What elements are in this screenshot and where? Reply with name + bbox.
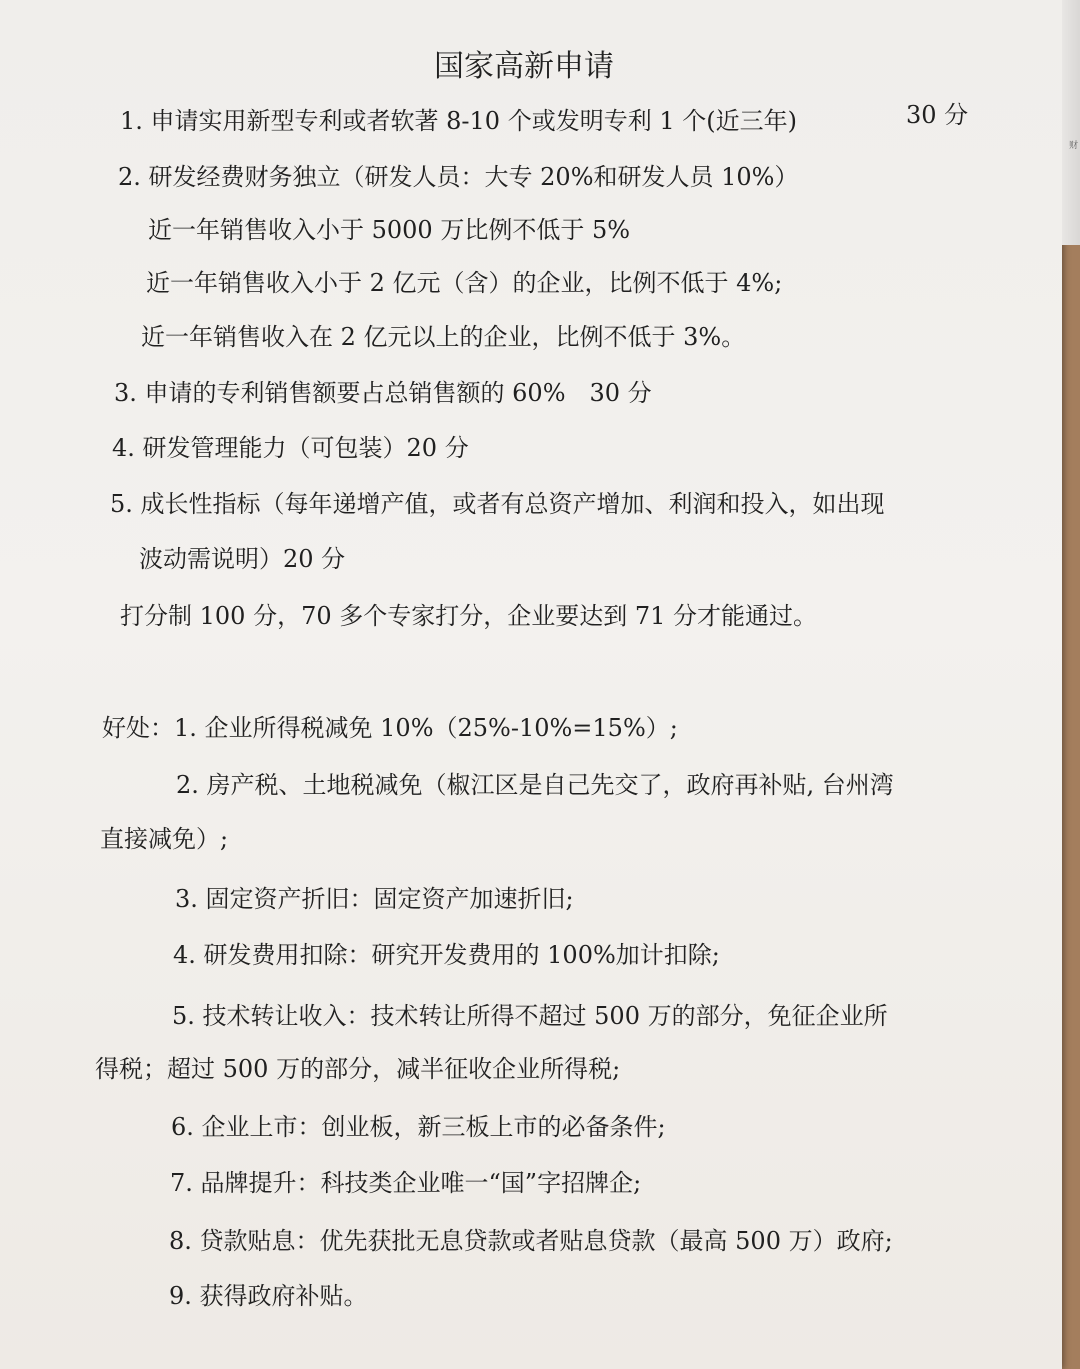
- requirement-2-detail-b: 近一年销售收入小于 2 亿元（含）的企业，比例不低于 4%;: [146, 269, 783, 297]
- requirement-2: 2. 研发经费财务独立（研发人员：大专 20%和研发人员 10%）: [118, 163, 799, 191]
- benefit-9: 9. 获得政府补贴。: [169, 1282, 368, 1310]
- benefit-3: 3. 固定资产折旧：固定资产加速折旧;: [175, 885, 574, 913]
- requirement-2-detail-c: 近一年销售收入在 2 亿元以上的企业，比例不低于 3%。: [141, 323, 746, 351]
- benefit-8: 8. 贷款贴息：优先获批无息贷款或者贴息贷款（最高 500 万）政府;: [169, 1227, 893, 1255]
- adjacent-paper-edge: [1062, 0, 1080, 245]
- requirement-2-detail-a: 近一年销售收入小于 5000 万比例不低于 5%: [148, 216, 631, 244]
- document-title: 国家高新申请: [434, 49, 614, 84]
- benefit-6: 6. 企业上市：创业板，新三板上市的必备条件;: [171, 1113, 666, 1141]
- requirement-4: 4. 研发管理能力（可包装）20 分: [112, 434, 469, 462]
- requirement-1-score: 30 分: [906, 101, 969, 129]
- scoring-note: 打分制 100 分，70 多个专家打分，企业要达到 71 分才能通过。: [120, 602, 818, 630]
- benefit-2-line-2: 直接减免）;: [100, 825, 229, 853]
- benefit-2-line-1: 2. 房产税、土地税减免（椒江区是自己先交了，政府再补贴, 台州湾: [176, 771, 894, 799]
- requirement-3: 3. 申请的专利销售额要占总销售额的 60% 30 分: [114, 379, 652, 407]
- benefit-5-line-2: 得税；超过 500 万的部分，减半征收企业所得税;: [95, 1055, 621, 1083]
- edge-text: 财: [1068, 141, 1078, 151]
- requirement-1: 1. 申请实用新型专利或者软著 8-10 个或发明专利 1 个(近三年): [120, 107, 797, 135]
- requirement-5-line-2: 波动需说明）20 分: [139, 545, 346, 573]
- requirement-5-line-1: 5. 成长性指标（每年递增产值，或者有总资产增加、利润和投入，如出现: [110, 490, 885, 518]
- benefit-5-line-1: 5. 技术转让收入：技术转让所得不超过 500 万的部分，免征企业所: [172, 1002, 888, 1030]
- benefit-7: 7. 品牌提升：科技类企业唯一“国”字招牌企;: [170, 1169, 642, 1197]
- benefit-4: 4. 研发费用扣除：研究开发费用的 100%加计扣除;: [173, 941, 720, 969]
- benefit-1: 好处：1. 企业所得税减免 10%（25%-10%=15%）;: [102, 714, 678, 742]
